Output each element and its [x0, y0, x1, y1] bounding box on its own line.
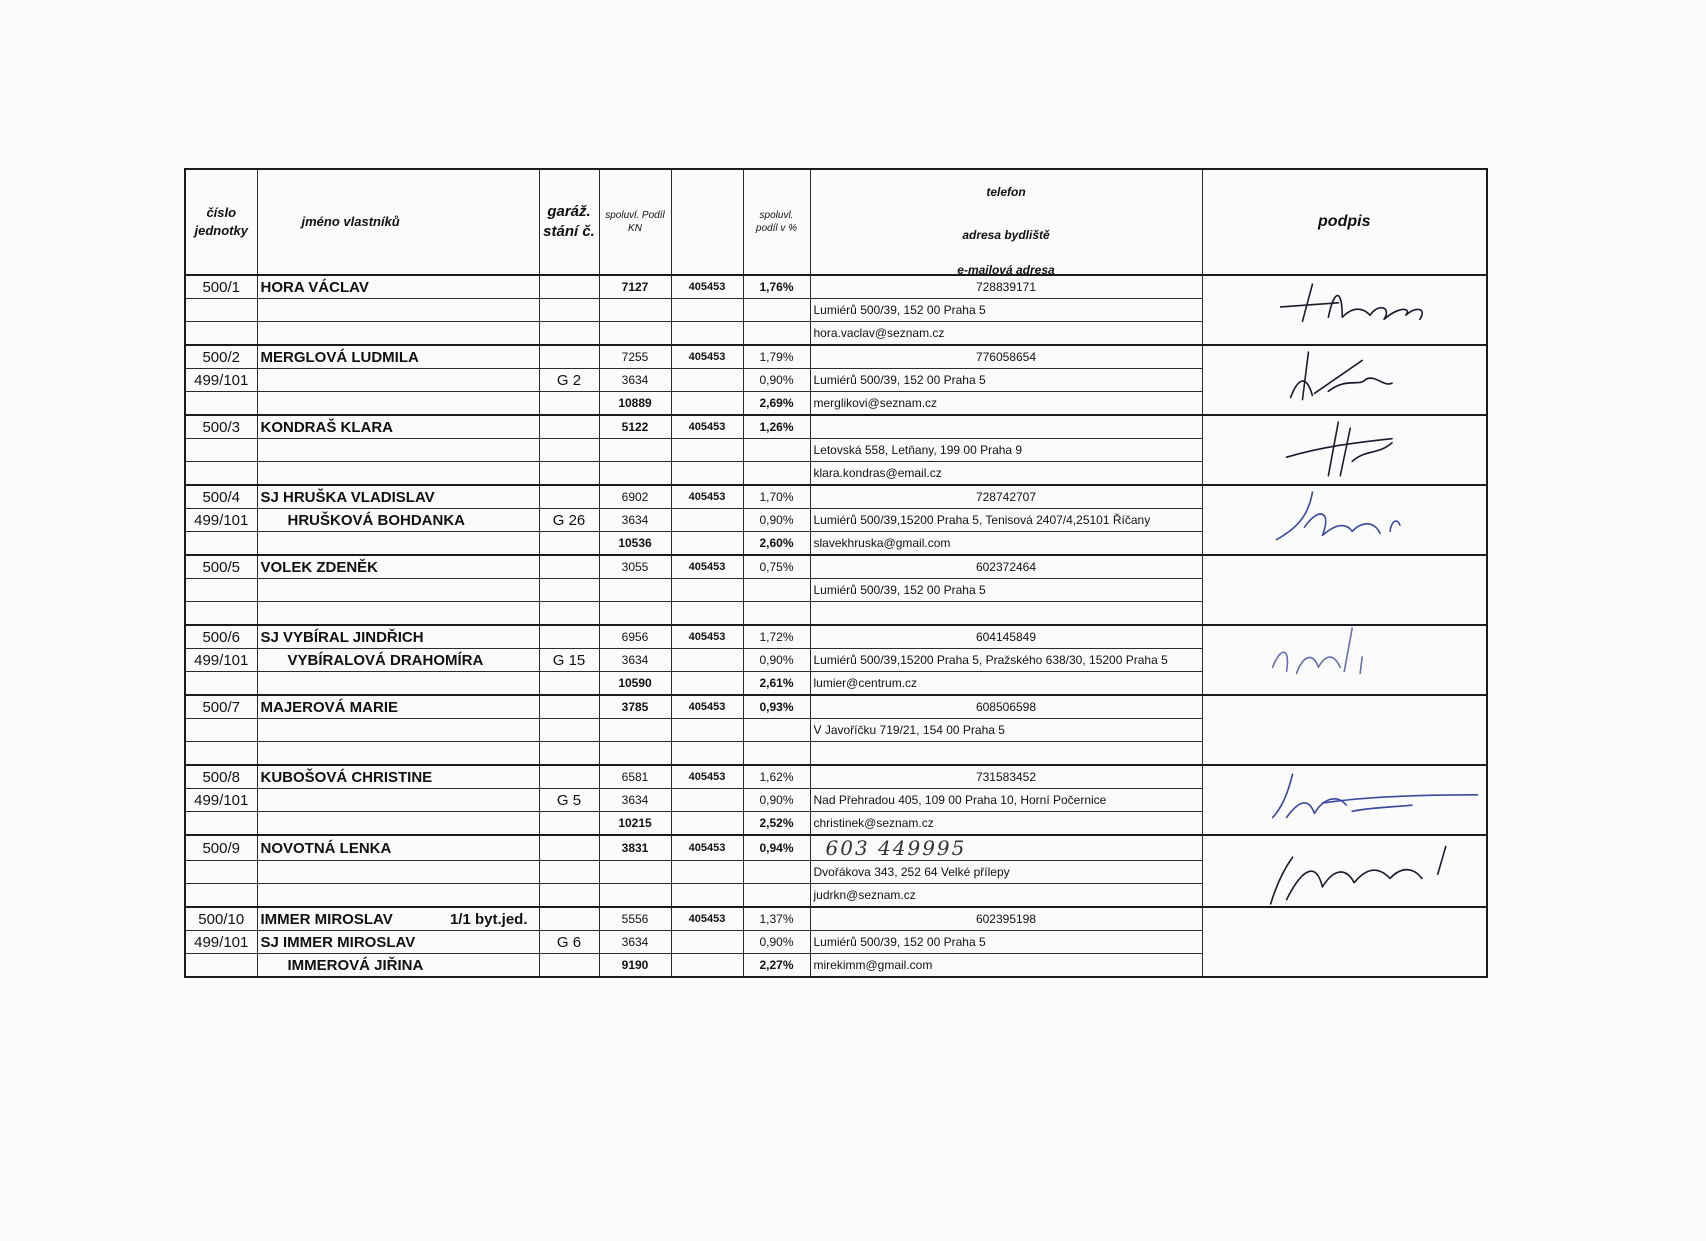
share-percent-cell: 1,76% [743, 275, 810, 299]
signature-cell [1202, 907, 1487, 977]
owner-name: VYBÍRALOVÁ DRAHOMÍRA [287, 651, 484, 669]
garage-cell [539, 275, 599, 299]
share-percent-cell: 2,61% [743, 672, 810, 696]
contact-info-cell [810, 954, 1202, 978]
garage-cell [539, 345, 599, 369]
kn-denominator-cell: 405453 [671, 907, 743, 931]
contact-info: 604145849 [975, 630, 1037, 644]
share-percent-cell [743, 884, 810, 908]
share-kn-cell [599, 602, 671, 626]
contact-info-cell [810, 765, 1202, 789]
garage-cell [539, 884, 599, 908]
owner-name: IMMEROVÁ JIŘINA [287, 956, 424, 974]
share-percent-cell [743, 299, 810, 322]
share-percent-cell [743, 439, 810, 462]
contact-info: mirekimm@gmail.com [813, 958, 933, 972]
signature-icon [1203, 626, 1487, 694]
contact-info: Lumiérů 500/39, 152 00 Praha 5 [813, 935, 986, 949]
unit-number-cell [185, 579, 257, 602]
share-percent-cell: 0,90% [743, 369, 810, 392]
share-percent-cell [743, 579, 810, 602]
garage-cell [539, 742, 599, 766]
garage-cell [539, 954, 599, 978]
contact-info-cell [810, 884, 1202, 908]
kn-denominator-cell: 405453 [671, 275, 743, 299]
unit-number-cell [185, 299, 257, 322]
garage-cell [539, 439, 599, 462]
garage-cell [539, 485, 599, 509]
contact-info-cell [810, 485, 1202, 509]
kn-denominator-cell [671, 462, 743, 486]
share-percent-cell: 1,72% [743, 625, 810, 649]
share-kn-cell: 3634 [599, 789, 671, 812]
share-kn-cell [599, 719, 671, 742]
unit-number-cell [185, 602, 257, 626]
garage-cell [539, 602, 599, 626]
header-signature: podpis [1202, 169, 1487, 275]
unit-number-cell: 500/2 [185, 345, 257, 369]
share-kn-cell: 3055 [599, 555, 671, 579]
share-percent-cell [743, 719, 810, 742]
share-kn-cell: 5122 [599, 415, 671, 439]
contact-info-cell [810, 439, 1202, 462]
share-percent-cell: 1,62% [743, 765, 810, 789]
owner-name-cell [257, 415, 539, 439]
owner-name-cell [257, 345, 539, 369]
signature-icon [1203, 766, 1487, 834]
kn-denominator-cell: 405453 [671, 765, 743, 789]
contact-info: judrkn@seznam.cz [813, 888, 916, 902]
owner-name-cell [257, 672, 539, 696]
share-percent-cell: 0,90% [743, 789, 810, 812]
kn-denominator-cell [671, 369, 743, 392]
share-kn-cell: 10889 [599, 392, 671, 416]
signature-icon [1203, 486, 1487, 554]
owner-name-cell [257, 954, 539, 978]
unit-number-cell [185, 322, 257, 346]
owner-name: KUBOŠOVÁ CHRISTINE [260, 768, 433, 786]
contact-info-cell [810, 555, 1202, 579]
kn-denominator-cell [671, 719, 743, 742]
contact-info: hora.vaclav@seznam.cz [813, 326, 945, 340]
share-kn-cell: 6902 [599, 485, 671, 509]
contact-info: 728839171 [975, 280, 1037, 294]
garage-cell [539, 719, 599, 742]
share-kn-cell [599, 742, 671, 766]
share-kn-cell [599, 462, 671, 486]
share-kn-cell [599, 884, 671, 908]
garage-cell: G 2 [539, 369, 599, 392]
table-row [185, 275, 1487, 299]
contact-info: 728742707 [975, 490, 1037, 504]
contact-info-cell [810, 861, 1202, 884]
share-percent-cell [743, 462, 810, 486]
contact-info: Lumiérů 500/39, 152 00 Praha 5 [813, 303, 986, 317]
share-kn-cell: 9190 [599, 954, 671, 978]
share-kn-cell: 3634 [599, 509, 671, 532]
contact-info-cell [810, 835, 1202, 861]
contact-info: merglikovi@seznam.cz [813, 396, 938, 410]
table-row [185, 555, 1487, 579]
share-kn-cell: 6581 [599, 765, 671, 789]
contact-info: Lumiérů 500/39,15200 Praha 5, Tenisová 2407/4,25101 Říčany [813, 513, 1151, 527]
kn-denominator-cell [671, 649, 743, 672]
owner-name-cell [257, 884, 539, 908]
kn-denominator-cell: 405453 [671, 625, 743, 649]
contact-info-cell [810, 462, 1202, 486]
share-kn-cell: 3634 [599, 931, 671, 954]
unit-number-cell: 500/5 [185, 555, 257, 579]
unit-number-cell: 500/9 [185, 835, 257, 861]
contact-info-cell [810, 532, 1202, 556]
owner-name: HRUŠKOVÁ BOHDANKA [287, 511, 466, 529]
share-percent-cell: 1,79% [743, 345, 810, 369]
unit-number-cell: 499/101 [185, 369, 257, 392]
contact-info-cell [810, 742, 1202, 766]
share-percent-cell: 2,60% [743, 532, 810, 556]
share-percent-cell: 2,69% [743, 392, 810, 416]
contact-info-cell [810, 275, 1202, 299]
share-kn-cell: 3831 [599, 835, 671, 861]
header-email: e-mailová adresa [957, 263, 1055, 275]
owner-name: HORA VÁCLAV [260, 278, 369, 296]
owner-name-cell [257, 299, 539, 322]
owner-name-cell [257, 789, 539, 812]
handwritten-phone: 603 449995 [825, 836, 967, 860]
kn-denominator-cell [671, 579, 743, 602]
owner-name-cell [257, 861, 539, 884]
owner-name-cell [257, 555, 539, 579]
table-row [185, 695, 1487, 719]
owner-name-cell [257, 649, 539, 672]
share-percent-cell: 1,26% [743, 415, 810, 439]
kn-denominator-cell [671, 299, 743, 322]
contact-info: Letovská 558, Letňany, 199 00 Praha 9 [813, 443, 1023, 457]
contact-info-cell [810, 649, 1202, 672]
owner-name-cell [257, 812, 539, 836]
header-row [185, 169, 1487, 275]
header-unit: číslo jednotky [185, 169, 257, 275]
owner-name: IMMER MIROSLAV [260, 910, 393, 928]
share-kn-cell [599, 579, 671, 602]
garage-cell [539, 812, 599, 836]
kn-denominator-cell [671, 812, 743, 836]
unit-number-cell: 499/101 [185, 931, 257, 954]
contact-info: 776058654 [975, 350, 1037, 364]
unit-number-cell: 500/4 [185, 485, 257, 509]
unit-number-cell [185, 719, 257, 742]
kn-denominator-cell: 405453 [671, 695, 743, 719]
owner-name-cell [257, 579, 539, 602]
garage-cell: G 6 [539, 931, 599, 954]
unit-number-cell [185, 742, 257, 766]
ownership-note: 1/1 byt.jed. [449, 910, 528, 928]
share-kn-cell: 3634 [599, 369, 671, 392]
unit-number-cell [185, 954, 257, 978]
table-row [185, 625, 1487, 649]
kn-denominator-cell: 405453 [671, 345, 743, 369]
share-percent-cell: 2,52% [743, 812, 810, 836]
share-percent-cell: 0,90% [743, 649, 810, 672]
owner-name-cell [257, 625, 539, 649]
owner-name-cell [257, 369, 539, 392]
unit-number-cell [185, 672, 257, 696]
unit-number-cell: 499/101 [185, 789, 257, 812]
signature-cell [1202, 485, 1487, 555]
unit-number-cell [185, 462, 257, 486]
contact-info: 602372464 [975, 560, 1037, 574]
owner-name: KONDRAŠ KLARA [260, 418, 393, 436]
owner-name-cell [257, 765, 539, 789]
garage-cell [539, 765, 599, 789]
unit-number-cell: 500/7 [185, 695, 257, 719]
header-name: jméno vlastníků [257, 169, 539, 275]
table-row [185, 835, 1487, 861]
garage-cell [539, 415, 599, 439]
garage-cell [539, 462, 599, 486]
share-percent-cell: 0,90% [743, 931, 810, 954]
kn-denominator-cell [671, 602, 743, 626]
kn-denominator-cell: 405453 [671, 835, 743, 861]
contact-info-cell [810, 345, 1202, 369]
kn-denominator-cell [671, 789, 743, 812]
share-percent-cell [743, 602, 810, 626]
owner-name: MAJEROVÁ MARIE [260, 698, 399, 716]
share-percent-cell [743, 742, 810, 766]
signature-icon [1203, 346, 1487, 414]
garage-cell [539, 672, 599, 696]
unit-number-cell [185, 812, 257, 836]
signature-cell [1202, 415, 1487, 485]
unit-number-cell [185, 532, 257, 556]
garage-cell [539, 695, 599, 719]
contact-info: Lumiérů 500/39,15200 Praha 5, Pražského 638/30, 15200 Praha 5 [813, 653, 1168, 667]
contact-info-cell [810, 509, 1202, 532]
share-percent-cell: 0,75% [743, 555, 810, 579]
contact-info: Lumiérů 500/39, 152 00 Praha 5 [813, 583, 986, 597]
garage-cell [539, 835, 599, 861]
owner-name-cell [257, 907, 539, 931]
garage-cell [539, 861, 599, 884]
share-kn-cell: 7255 [599, 345, 671, 369]
share-percent-cell [743, 861, 810, 884]
kn-denominator-cell [671, 322, 743, 346]
share-kn-cell [599, 299, 671, 322]
contact-info: Dvořákova 343, 252 64 Velké přílepy [813, 865, 1010, 879]
owner-name-cell [257, 275, 539, 299]
kn-denominator-cell: 405453 [671, 555, 743, 579]
owner-name: SJ IMMER MIROSLAV [260, 933, 416, 951]
contact-info: Nad Přehradou 405, 109 00 Praha 10, Horní Počernice [813, 793, 1107, 807]
unit-number-cell [185, 861, 257, 884]
share-kn-cell: 5556 [599, 907, 671, 931]
contact-info-cell [810, 415, 1202, 439]
table-row [185, 907, 1487, 931]
signature-icon [1203, 836, 1487, 906]
unit-number-cell: 499/101 [185, 649, 257, 672]
garage-cell [539, 555, 599, 579]
garage-cell [539, 579, 599, 602]
owners-table-body [185, 275, 1487, 977]
contact-info: klara.kondras@email.cz [813, 466, 942, 480]
unit-number-cell: 500/8 [185, 765, 257, 789]
contact-info-cell [810, 812, 1202, 836]
share-percent-cell: 0,90% [743, 509, 810, 532]
garage-cell [539, 392, 599, 416]
owner-name-cell [257, 742, 539, 766]
garage-cell: G 26 [539, 509, 599, 532]
owner-name-cell [257, 439, 539, 462]
owner-name: SJ HRUŠKA VLADISLAV [260, 488, 435, 506]
share-percent-cell: 1,70% [743, 485, 810, 509]
garage-cell [539, 907, 599, 931]
contact-info-cell [810, 625, 1202, 649]
contact-info-cell [810, 579, 1202, 602]
owner-name-cell [257, 602, 539, 626]
unit-number-cell: 500/6 [185, 625, 257, 649]
contact-info-cell [810, 369, 1202, 392]
contact-info-cell [810, 907, 1202, 931]
unit-number-cell [185, 439, 257, 462]
garage-cell [539, 322, 599, 346]
signature-icon [1203, 276, 1487, 344]
table-row [185, 415, 1487, 439]
contact-info-cell [810, 322, 1202, 346]
table-row [185, 485, 1487, 509]
garage-cell: G 15 [539, 649, 599, 672]
kn-denominator-cell: 405453 [671, 485, 743, 509]
unit-number-cell [185, 884, 257, 908]
owner-name-cell [257, 532, 539, 556]
share-kn-cell: 3785 [599, 695, 671, 719]
kn-denominator-cell [671, 884, 743, 908]
header-contact [810, 169, 1202, 275]
kn-denominator-cell [671, 954, 743, 978]
owner-name: SJ VYBÍRAL JINDŘICH [260, 628, 424, 646]
owner-name-cell [257, 695, 539, 719]
contact-info-cell [810, 602, 1202, 626]
share-percent-cell: 2,27% [743, 954, 810, 978]
contact-info: 608506598 [975, 700, 1037, 714]
table-row [185, 765, 1487, 789]
header-share-pct: spoluvl. podíl v % [743, 169, 810, 275]
owner-name-cell [257, 322, 539, 346]
share-kn-cell [599, 861, 671, 884]
contact-info-cell [810, 695, 1202, 719]
garage-cell [539, 299, 599, 322]
table-row [185, 345, 1487, 369]
owner-name-cell [257, 931, 539, 954]
garage-cell [539, 625, 599, 649]
signature-cell [1202, 275, 1487, 345]
kn-denominator-cell [671, 392, 743, 416]
contact-info-cell [810, 392, 1202, 416]
owner-name: MERGLOVÁ LUDMILA [260, 348, 419, 366]
share-kn-cell: 10536 [599, 532, 671, 556]
share-kn-cell: 3634 [599, 649, 671, 672]
owner-name: VOLEK ZDENĚK [260, 558, 379, 576]
contact-info: 602395198 [975, 912, 1037, 926]
contact-info-cell [810, 672, 1202, 696]
contact-info: slavekhruska@gmail.com [813, 536, 951, 550]
unit-number-cell: 500/3 [185, 415, 257, 439]
owner-name-cell [257, 719, 539, 742]
signature-cell [1202, 345, 1487, 415]
signature-icon [1203, 416, 1487, 484]
signature-cell [1202, 625, 1487, 695]
kn-denominator-cell [671, 672, 743, 696]
share-kn-cell: 6956 [599, 625, 671, 649]
header-share-kn: spoluvl. Podíl KN [599, 169, 671, 275]
share-percent-cell: 0,94% [743, 835, 810, 861]
kn-denominator-cell: 405453 [671, 415, 743, 439]
contact-info: 731583452 [975, 770, 1037, 784]
contact-info: Lumiérů 500/39, 152 00 Praha 5 [813, 373, 986, 387]
header-phone: telefon [986, 185, 1026, 199]
contact-info-cell [810, 789, 1202, 812]
contact-info: christinek@seznam.cz [813, 816, 934, 830]
owners-table [184, 168, 1488, 978]
garage-cell: G 5 [539, 789, 599, 812]
owner-name-cell [257, 462, 539, 486]
unit-number-cell: 499/101 [185, 509, 257, 532]
signature-cell [1202, 765, 1487, 835]
contact-info-cell [810, 719, 1202, 742]
header-kn-denominator [671, 169, 743, 275]
share-kn-cell [599, 322, 671, 346]
header-garage: garáž. stání č. [539, 169, 599, 275]
share-kn-cell: 10590 [599, 672, 671, 696]
share-percent-cell: 1,37% [743, 907, 810, 931]
header-address: adresa bydliště [962, 228, 1050, 242]
unit-number-cell: 500/10 [185, 907, 257, 931]
share-percent-cell [743, 322, 810, 346]
kn-denominator-cell [671, 861, 743, 884]
owner-name-cell [257, 835, 539, 861]
signature-cell [1202, 835, 1487, 907]
unit-number-cell [185, 392, 257, 416]
owner-name-cell [257, 509, 539, 532]
owner-name-cell [257, 392, 539, 416]
contact-info: V Javoříčku 719/21, 154 00 Praha 5 [813, 723, 1005, 737]
garage-cell [539, 532, 599, 556]
share-kn-cell: 10215 [599, 812, 671, 836]
kn-denominator-cell [671, 439, 743, 462]
kn-denominator-cell [671, 532, 743, 556]
unit-number-cell: 500/1 [185, 275, 257, 299]
signature-cell [1202, 695, 1487, 765]
share-kn-cell: 7127 [599, 275, 671, 299]
kn-denominator-cell [671, 742, 743, 766]
contact-info: lumier@centrum.cz [813, 676, 918, 690]
owner-name: NOVOTNÁ LENKA [260, 839, 392, 857]
owner-name-cell [257, 485, 539, 509]
signature-cell [1202, 555, 1487, 625]
share-percent-cell: 0,93% [743, 695, 810, 719]
kn-denominator-cell [671, 931, 743, 954]
kn-denominator-cell [671, 509, 743, 532]
contact-info-cell [810, 931, 1202, 954]
share-kn-cell [599, 439, 671, 462]
contact-info-cell [810, 299, 1202, 322]
